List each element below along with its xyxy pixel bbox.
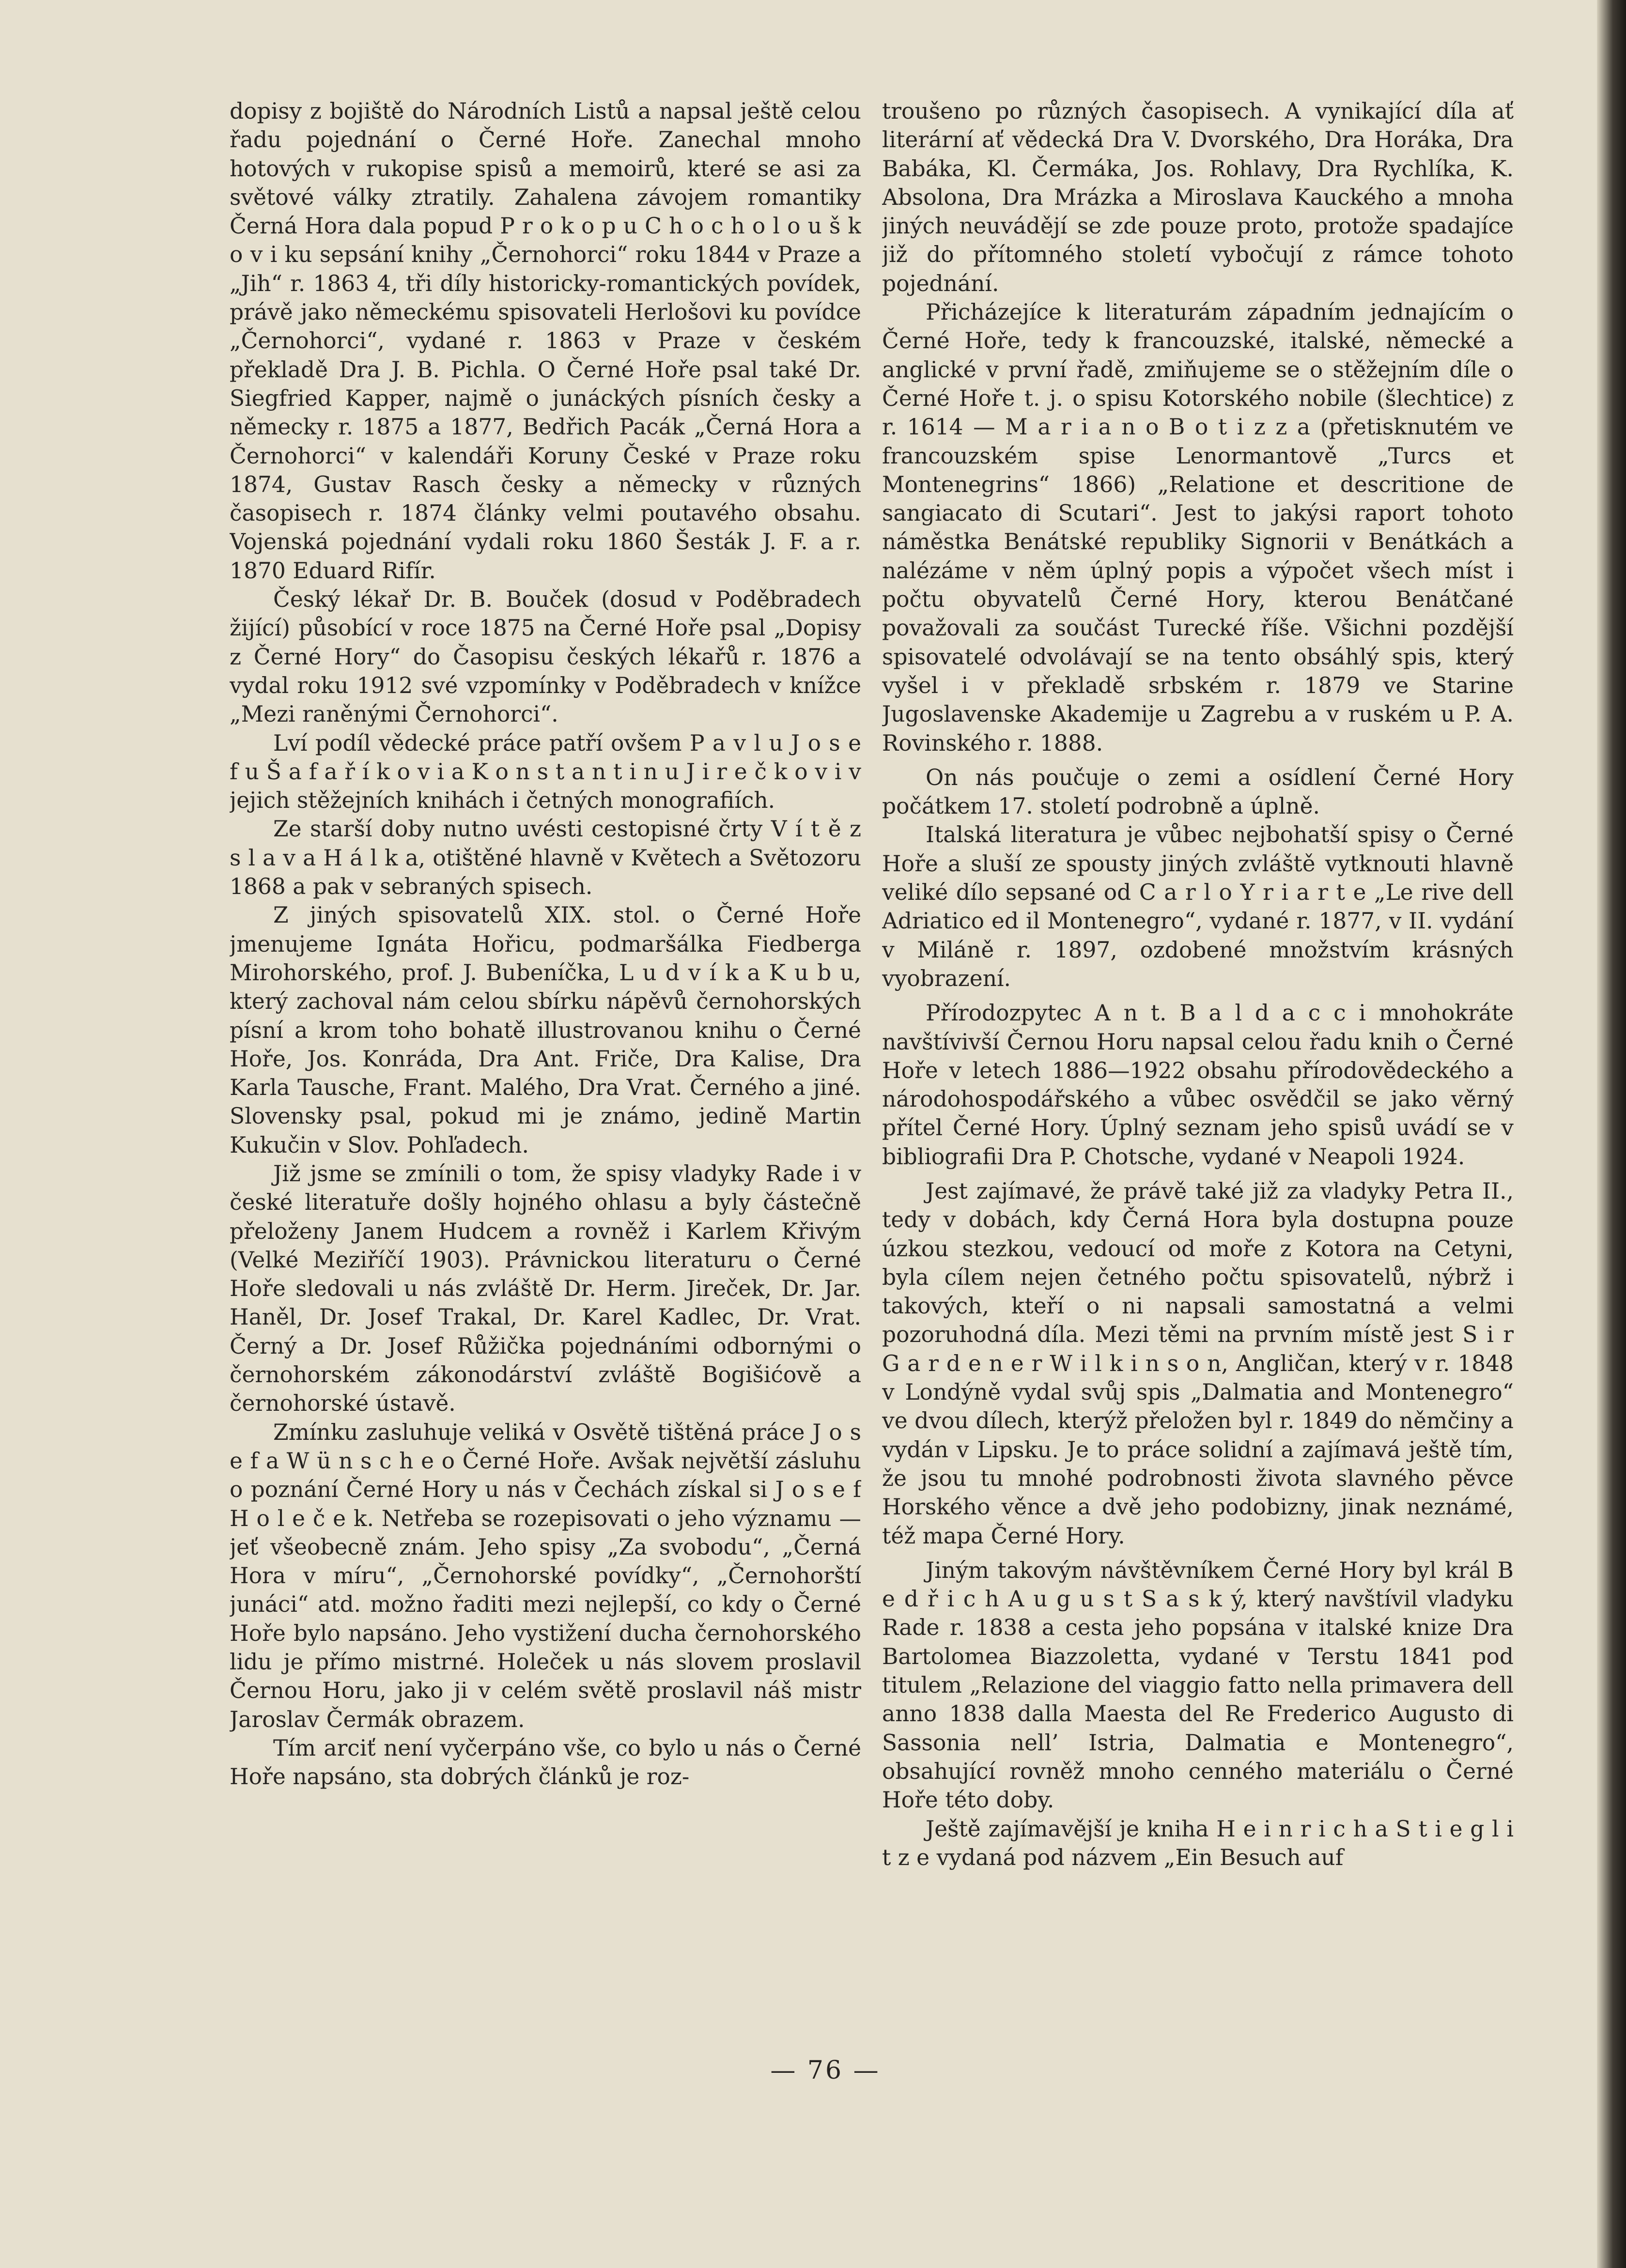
page-edge-shadow (1597, 0, 1626, 2268)
paragraph: Tím arciť není vyčerpáno vše, co bylo u nás o Černé Hoře napsáno, sta dobrých článků je roz- (230, 1735, 861, 1790)
paragraph: Přírodozpytec A n t. B a l d a c c i mnohokráte navštívivší Černou Horu napsal celou řadu knih o Černé Hoře v letech 1886—1922 obsahu přírodovědeckého a národohospodářského a vůbec osvědčil se jako věrný přítel Černé Hory. Úplný seznam jeho spisů uvádí se v bibliografii Dra P. Chotsche, vydané v Neapoli 1924. (882, 1000, 1514, 1170)
paragraph: Již jsme se zmínili o tom, že spisy vladyky Rade i v české literatuře došly hojného ohlasu a byly částečně přeloženy Janem Hudcem a rovněž i Karlem Křivým (Velké Meziříčí 1903). Právnickou literaturu o Černé Hoře sledovali u nás zvláště Dr. Herm. Jireček, Dr. Jar. Haněl, Dr. Josef Trakal, Dr. Karel Kadlec, Dr. Vrat. Černý a Dr. Josef Růžička pojednáními odbornými o černohorském zákonodárství zvláště Bogišićově a černohorské ústavě. (230, 1160, 861, 1417)
paragraph: Jest zajímavé, že právě také již za vladyky Petra II., tedy v dobách, kdy Černá Hora byla dostupna pouze úzkou stezkou, vedoucí od moře z Kotora na Cetyni, byla cílem nejen četného počtu spisovatelů, nýbrž i takových, kteří o ni napsali samostatná a velmi pozoruhodná díla. Mezi těmi na prvním místě jest S i r G a r d e n e r W i l k i n s o n, Angličan, který v r. 1848 v Londýně vydal svůj spis „Dalmatia and Montenegro“ ve dvou dílech, kterýž přeložen byl r. 1849 do němčiny a vydán v Lipsku. Je to práce solidní a zajímavá ještě tím, že jsou tu mnohé podrobnosti života slavného pěvce Horského věnce a dvě jeho podobizny, jinak neznámé, též mapa Černé Hory. (882, 1178, 1514, 1549)
page-number: — 76 — (770, 2056, 881, 2085)
paragraph: Přicházejíce k literaturám západním jednajícím o Černé Hoře, tedy k francouzské, italské, německé a anglické v první řadě, zmiňujeme se o stěžejním díle o Černé Hoře t. j. o spisu Kotorského nobile (šlechtice) z r. 1614 — M a r i a n o B o t i z z a (přetisknutém ve francouzském spise Lenormantově „Turcs et Montenegrins“ 1866) „Relatione et descritione de sangiacato di Scutari“. Jest to jakýsi raport tohoto náměstka Benátské republiky Signorii v Benátkách a nalézáme v něm úplný popis a výpočet všech míst i počtu obyvatelů Černé Hory, kterou Benátčané považovali za součást Turecké říše. Všichni pozdější spisovatelé odvolávají se na tento obsáhlý spis, který vyšel i v překladě srbském r. 1879 ve Starine Jugoslavenske Akademije u Zagrebu a v ruském u P. A. Rovinského r. 1888. (882, 299, 1514, 756)
paragraph: Zmínku zasluhuje veliká v Osvětě tištěná práce J o s e f a W ü n s c h e o Černé Hoře. Avšak největší zásluhu o poznání Černé Hory u nás v Čechách získal si J o s e f H o l e č e k. Netřeba se rozepisovati o jeho významu — jeť všeobecně znám. Jeho spisy „Za svobodu“, „Černá Hora v míru“, „Černohorské povídky“, „Černohorští junáci“ atd. možno řaditi mezi nejlepší, co kdy o Černé Hoře bylo napsáno. Jeho vystižení ducha černohorského lidu je přímo mistrné. Holeček u nás slovem proslavil Černou Horu, jako ji v celém světě proslavil náš mistr Jaroslav Čermák obrazem. (230, 1419, 861, 1732)
paragraph: troušeno po různých časopisech. A vynikající díla ať literární ať vědecká Dra V. Dvorského, Dra Horáka, Dra Babáka, Kl. Čermáka, Jos. Rohlavy, Dra Rychlíka, K. Absolona, Dra Mrázka a Miroslava Kauckého a mnoha jiných neuvádějí se zde pouze proto, protože spadajíce již do přítomného století vybočují z rámce tohoto pojednání. (882, 98, 1514, 296)
paragraph: Jiným takovým návštěvníkem Černé Hory byl král B e d ř i c h A u g u s t S a s k ý, který navštívil vladyku Rade r. 1838 a cesta jeho popsána v italské knize Dra Bartolomea Biazzoletta, vydané v Terstu 1841 pod titulem „Relazione del viaggio fatto nella primavera dell anno 1838 dalla Maesta del Re Frederico Augusto di Sassonia nell’ Istria, Dalmatia e Montenegro“, obsahující rovněž mnoho cenného materiálu o Černé Hoře této doby. (882, 1557, 1514, 1813)
paragraph: On nás poučuje o zemi a osídlení Černé Hory počátkem 17. století podrobně a úplně. (882, 764, 1514, 819)
paragraph: Ještě zajímavější je kniha H e i n r i c h a S t i e g l i t z e vydaná pod názvem „Ein Besuch auf (882, 1816, 1514, 1870)
paragraph: Italská literatura je vůbec nejbohatší spisy o Černé Hoře a sluší ze spousty jiných zvláště vytknouti hlavně veliké dílo sepsané od C a r l o Y r i a r t e „Le rive dell Adriatico ed il Montenegro“, vydané r. 1877, v II. vydání v Miláně r. 1897, ozdobené množstvím krásných vyobrazení. (882, 822, 1514, 991)
paragraph: Ze starší doby nutno uvésti cestopisné črty V í t ě z s l a v a H á l k a, otištěné hlavně v Květech a Světozoru 1868 a pak v sebraných spisech. (230, 816, 861, 900)
left-text-column (230, 97, 861, 2034)
paragraph: Lví podíl vědecké práce patří ovšem P a v l u J o s e f u Š a f a ř í k o v i a K o n s t a n t i n u J i r e č k o v i v jejich stěžejních knihách i četných monografiích. (230, 730, 861, 814)
right-text-column (882, 97, 1514, 2034)
paragraph: dopisy z bojiště do Národních Listů a napsal ještě celou řadu pojednání o Černé Hoře. Zanechal mnoho hotových v rukopise spisů a memoirů, které se asi za světové války ztratily. Zahalena závojem romantiky Černá Hora dala popud P r o k o p u C h o c h o l o u š k o v i ku sepsání knihy „Černohorci“ roku 1844 v Praze a „Jih“ r. 1863 4, tři díly historicky-romantických povídek, právě jako německému spisovateli Herlošovi ku povídce „Černohorci“, vydané r. 1863 v Praze v českém překladě Dra J. B. Pichla. O Černé Hoře psal také Dr. Siegfried Kapper, najmě o junáckých písních česky a německy r. 1875 a 1877, Bedřich Pacák „Černá Hora a Černohorci“ v kalendáři Koruny České v Praze roku 1874, Gustav Rasch česky a německy v různých časopisech r. 1874 články velmi poutavého obsahu. Vojenská pojednání vydali roku 1860 Šesták J. F. a r. 1870 Eduard Rifír. (230, 98, 861, 584)
paragraph: Český lékař Dr. B. Bouček (dosud v Poděbradech žijící) působící v roce 1875 na Černé Hoře psal „Dopisy z Černé Hory“ do Časopisu českých lékařů r. 1876 a vydal roku 1912 své vzpomínky v Poděbradech v knížce „Mezi raněnými Černohorci“. (230, 586, 861, 727)
paragraph: Z jiných spisovatelů XIX. stol. o Černé Hoře jmenujeme Ignáta Hořicu, podmaršálka Fiedberga Mirohorského, prof. J. Bubeníčka, L u d v í k a K u b u, který zachoval nám celou sbírku nápěvů černohorských písní a krom toho bohatě illustrovanou knihu o Černé Hoře, Jos. Konráda, Dra Ant. Friče, Dra Kalise, Dra Karla Tausche, Frant. Malého, Dra Vrat. Černého a jiné. Slovensky psal, pokud mi je známo, jedině Martin Kukučin v Slov. Pohľadech. (230, 902, 861, 1158)
